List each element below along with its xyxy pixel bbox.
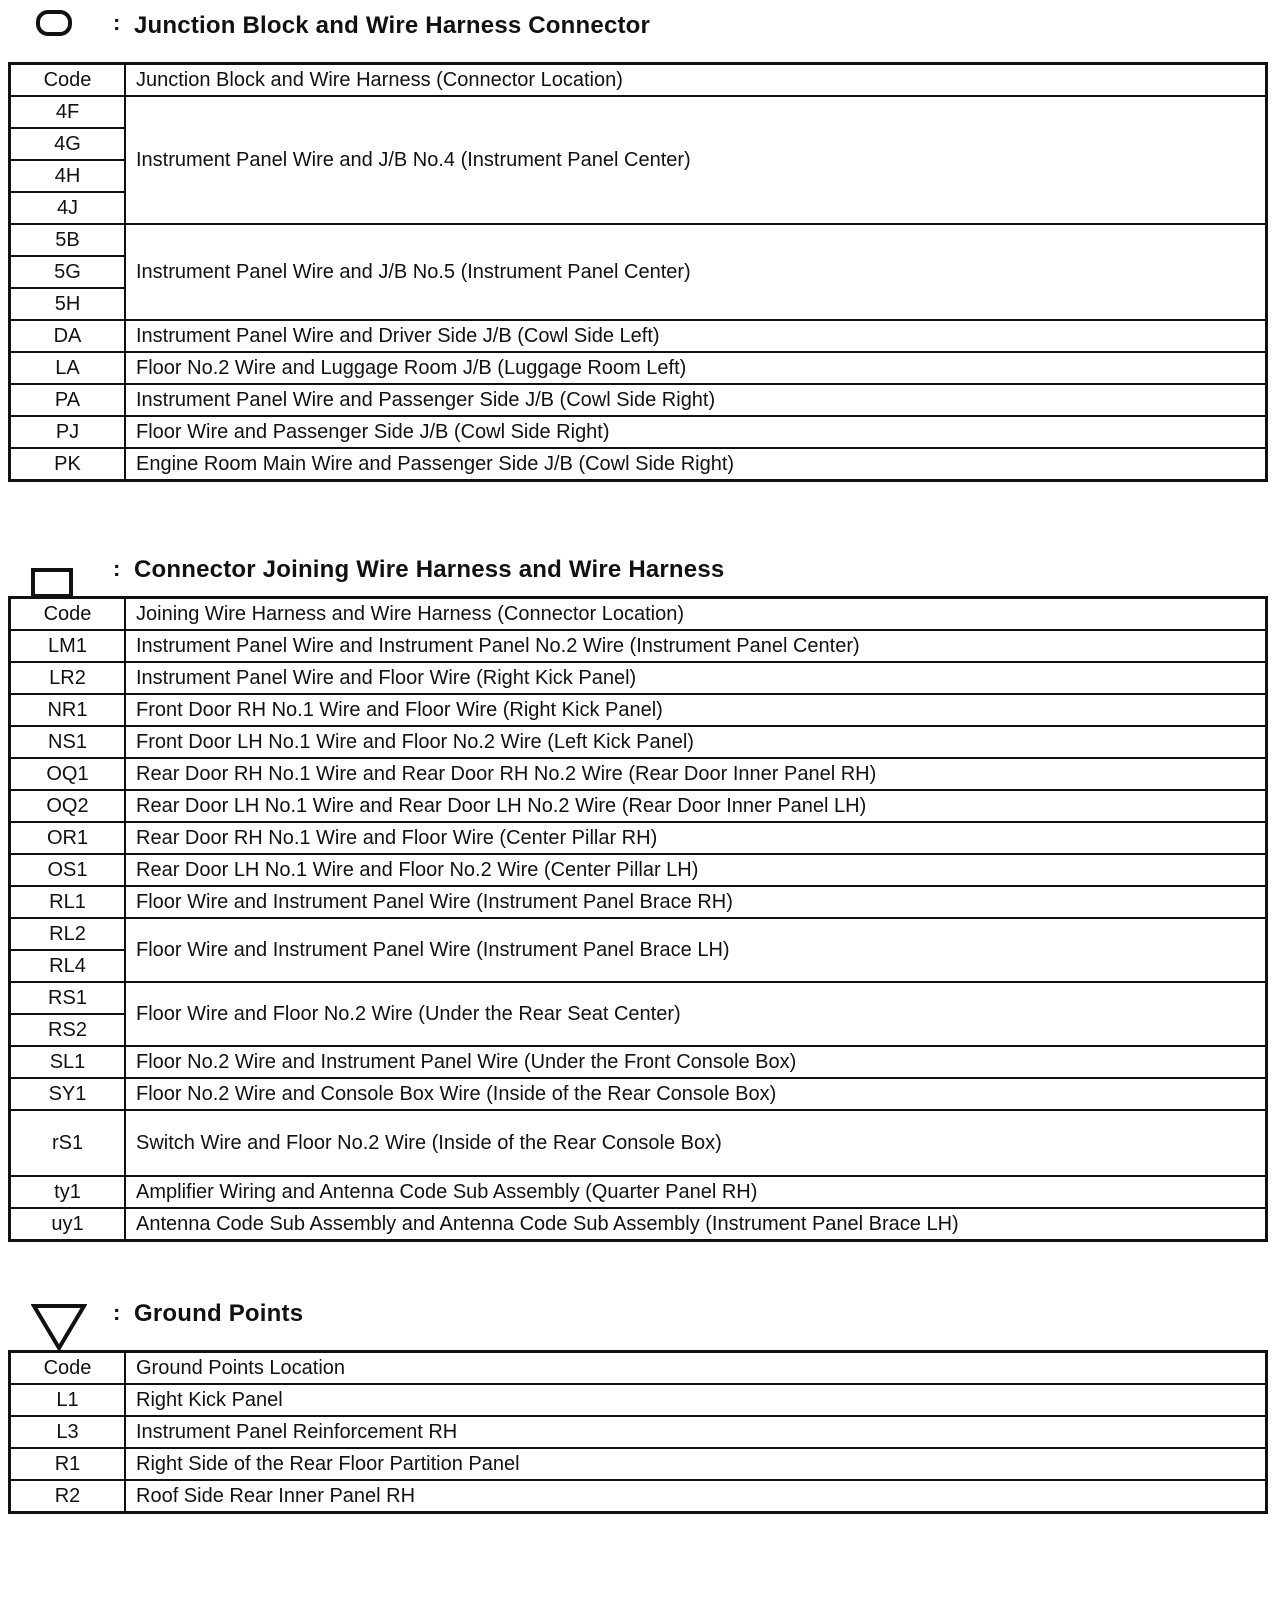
table-row	[10, 384, 1267, 416]
connector-code: DA	[10, 320, 126, 352]
connector-code: R1	[10, 1448, 126, 1480]
connector-location: Floor No.2 Wire and Console Box Wire (Inside of the Rear Console Box)	[125, 1078, 1267, 1110]
table-row	[10, 96, 1267, 128]
connector-location: Floor No.2 Wire and Instrument Panel Wire (Under the Front Console Box)	[125, 1046, 1267, 1078]
connector-code: PJ	[10, 416, 126, 448]
connector-location: Instrument Panel Wire and J/B No.5 (Instrument Panel Center)	[125, 224, 1267, 320]
connector-section	[8, 548, 1268, 1235]
connector-code: 4F	[10, 96, 126, 128]
table-row	[10, 790, 1267, 822]
table-row	[10, 918, 1267, 950]
table-row	[10, 726, 1267, 758]
table-row	[10, 1208, 1267, 1241]
connector-code: LM1	[10, 630, 126, 662]
connector-location: Instrument Panel Wire and J/B No.4 (Instrument Panel Center)	[125, 96, 1267, 224]
connector-code: SL1	[10, 1046, 126, 1078]
table-row	[10, 416, 1267, 448]
connector-code: ty1	[10, 1176, 126, 1208]
table-row	[10, 224, 1267, 256]
table-row	[10, 1448, 1267, 1480]
table-row	[10, 854, 1267, 886]
table-row	[10, 886, 1267, 918]
connector-code: OQ1	[10, 758, 126, 790]
connector-code: 4H	[10, 160, 126, 192]
connector-location: Floor Wire and Instrument Panel Wire (Instrument Panel Brace LH)	[125, 918, 1267, 982]
table-row	[10, 320, 1267, 352]
connector-location: Antenna Code Sub Assembly and Antenna Code Sub Assembly (Instrument Panel Brace LH)	[125, 1208, 1267, 1241]
connector-code: OQ2	[10, 790, 126, 822]
connector-code: RL2	[10, 918, 126, 950]
table-row	[10, 822, 1267, 854]
table-row	[10, 1078, 1267, 1110]
rectangle-icon	[31, 568, 73, 598]
connector-code: 5B	[10, 224, 126, 256]
connector-location: Rear Door RH No.1 Wire and Rear Door RH No.2 Wire (Rear Door Inner Panel RH)	[125, 758, 1267, 790]
table-row	[10, 352, 1267, 384]
section-colon: :	[113, 1300, 121, 1325]
ground-points-section	[8, 1290, 1268, 1507]
section-colon: :	[113, 556, 121, 581]
ground-points-table	[8, 1350, 1268, 1514]
connector-code: RS1	[10, 982, 126, 1014]
connector-code: uy1	[10, 1208, 126, 1241]
column-header-location: Junction Block and Wire Harness (Connector Location)	[125, 64, 1267, 97]
down-triangle-icon	[31, 1302, 87, 1352]
connector-location: Instrument Panel Reinforcement RH	[125, 1416, 1267, 1448]
column-header-code: Code	[10, 64, 126, 97]
connector-code: RL4	[10, 950, 126, 982]
table-row	[10, 630, 1267, 662]
connector-code: R2	[10, 1480, 126, 1513]
connector-location: Amplifier Wiring and Antenna Code Sub Assembly (Quarter Panel RH)	[125, 1176, 1267, 1208]
connector-location: Right Side of the Rear Floor Partition Panel	[125, 1448, 1267, 1480]
connector-location: Floor Wire and Instrument Panel Wire (Instrument Panel Brace RH)	[125, 886, 1267, 918]
table-header-row	[10, 1352, 1267, 1385]
connector-code: PK	[10, 448, 126, 481]
connector-location: Rear Door RH No.1 Wire and Floor Wire (Center Pillar RH)	[125, 822, 1267, 854]
connector-code: 4J	[10, 192, 126, 224]
section-title: Connector Joining Wire Harness and Wire Harness	[134, 556, 725, 583]
table-row	[10, 694, 1267, 726]
connector-location: Rear Door LH No.1 Wire and Rear Door LH No.2 Wire (Rear Door Inner Panel LH)	[125, 790, 1267, 822]
table-row	[10, 448, 1267, 481]
connector-location: Instrument Panel Wire and Instrument Panel No.2 Wire (Instrument Panel Center)	[125, 630, 1267, 662]
section-colon: :	[113, 10, 121, 35]
connector-location: Roof Side Rear Inner Panel RH	[125, 1480, 1267, 1513]
junction-block-table	[8, 62, 1268, 482]
table-row	[10, 1384, 1267, 1416]
connector-code: NS1	[10, 726, 126, 758]
connector-code: RS2	[10, 1014, 126, 1046]
connector-location: Instrument Panel Wire and Driver Side J/B (Cowl Side Left)	[125, 320, 1267, 352]
section-title: Junction Block and Wire Harness Connector	[134, 12, 651, 39]
connector-code: OS1	[10, 854, 126, 886]
table-header-row	[10, 598, 1267, 631]
table-row	[10, 1480, 1267, 1513]
section-title: Ground Points	[134, 1300, 304, 1327]
connector-code: LA	[10, 352, 126, 384]
column-header-code: Code	[10, 598, 126, 631]
connector-code: rS1	[10, 1110, 126, 1176]
connector-location: Floor No.2 Wire and Luggage Room J/B (Luggage Room Left)	[125, 352, 1267, 384]
connector-location: Instrument Panel Wire and Floor Wire (Right Kick Panel)	[125, 662, 1267, 694]
connector-location: Front Door RH No.1 Wire and Floor Wire (Right Kick Panel)	[125, 694, 1267, 726]
connector-code: PA	[10, 384, 126, 416]
section-header	[8, 0, 1268, 40]
rounded-rectangle-icon	[36, 10, 72, 36]
table-row	[10, 1046, 1267, 1078]
connector-code: SY1	[10, 1078, 126, 1110]
table-row	[10, 1416, 1267, 1448]
section-header	[8, 1290, 1268, 1330]
connector-location: Rear Door LH No.1 Wire and Floor No.2 Wire (Center Pillar LH)	[125, 854, 1267, 886]
connector-location: Switch Wire and Floor No.2 Wire (Inside of the Rear Console Box)	[125, 1110, 1267, 1176]
connector-location: Instrument Panel Wire and Passenger Side J/B (Cowl Side Right)	[125, 384, 1267, 416]
table-row	[10, 758, 1267, 790]
junction-block-section	[8, 0, 1268, 475]
table-header-row	[10, 64, 1267, 97]
table-row	[10, 982, 1267, 1014]
section-header	[8, 548, 1268, 588]
connector-code: L3	[10, 1416, 126, 1448]
column-header-code: Code	[10, 1352, 126, 1385]
connector-code: NR1	[10, 694, 126, 726]
column-header-location: Joining Wire Harness and Wire Harness (Connector Location)	[125, 598, 1267, 631]
connector-code: 4G	[10, 128, 126, 160]
connector-code: OR1	[10, 822, 126, 854]
table-row	[10, 1176, 1267, 1208]
connector-code: LR2	[10, 662, 126, 694]
table-row	[10, 1110, 1267, 1176]
connector-location: Front Door LH No.1 Wire and Floor No.2 Wire (Left Kick Panel)	[125, 726, 1267, 758]
connector-location: Engine Room Main Wire and Passenger Side J/B (Cowl Side Right)	[125, 448, 1267, 481]
column-header-location: Ground Points Location	[125, 1352, 1267, 1385]
connector-code: 5H	[10, 288, 126, 320]
connector-code: RL1	[10, 886, 126, 918]
connector-location: Right Kick Panel	[125, 1384, 1267, 1416]
connector-location: Floor Wire and Passenger Side J/B (Cowl Side Right)	[125, 416, 1267, 448]
table-row	[10, 662, 1267, 694]
connector-table	[8, 596, 1268, 1242]
connector-code: 5G	[10, 256, 126, 288]
connector-location: Floor Wire and Floor No.2 Wire (Under the Rear Seat Center)	[125, 982, 1267, 1046]
connector-code: L1	[10, 1384, 126, 1416]
